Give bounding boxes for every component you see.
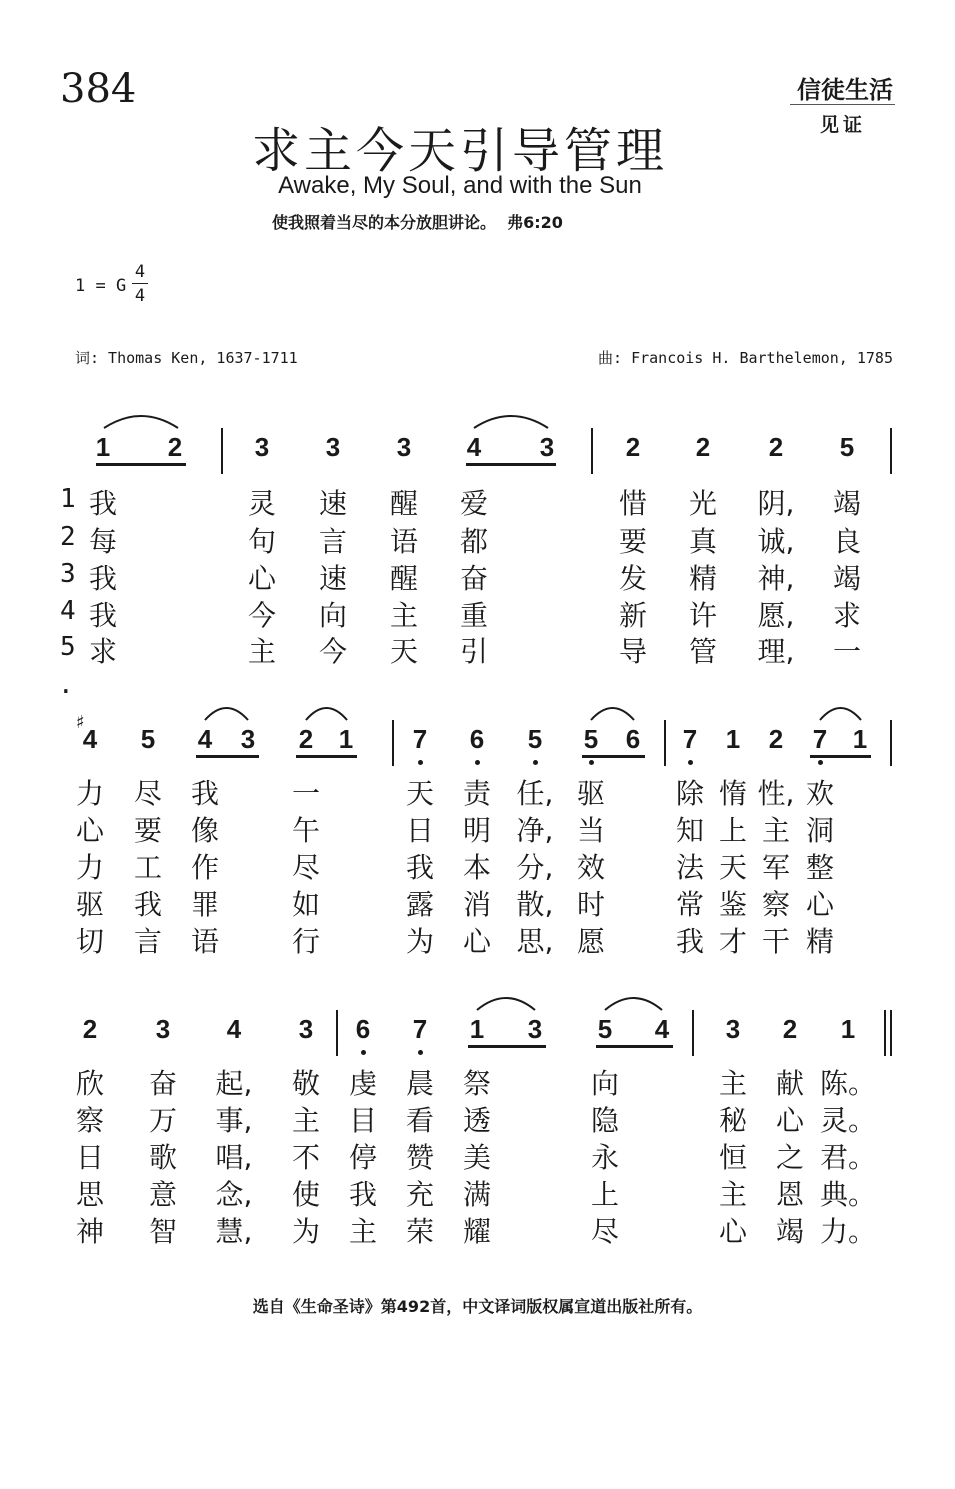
lyric-char: 主 (718, 1067, 748, 1100)
lyric-char: 日 (75, 1141, 105, 1174)
lyric-char: 午 (291, 814, 321, 847)
lyric-char: 驱 (576, 777, 606, 810)
lyric-char: 心 (75, 814, 105, 847)
lyric-char: 诚, (757, 525, 795, 558)
time-signature-top: 4 (132, 262, 148, 284)
lyric-char: 察 (75, 1104, 105, 1137)
lyric-char: 求 (832, 599, 862, 632)
slur (591, 708, 634, 720)
key-signature: 1 = G (75, 276, 127, 296)
lyric-char: 向 (590, 1067, 620, 1100)
note: 1 (469, 1014, 485, 1044)
lyric-char: 虔 (348, 1067, 378, 1100)
note: 4 (82, 724, 98, 754)
lyric-char: 日 (405, 814, 435, 847)
lyric-char: 整 (805, 851, 835, 884)
lyric-char: 晨 (405, 1067, 435, 1100)
lyric-char: 奋 (148, 1067, 178, 1100)
lyric-char: 赞 (405, 1141, 435, 1174)
lyric-char: 许 (688, 599, 718, 632)
lyric-char: 主 (718, 1178, 748, 1211)
lyric-char: 力 (75, 851, 105, 884)
note: 3 (325, 432, 341, 462)
lyric-char: 我 (88, 562, 118, 595)
lyric-char: 陈。 (819, 1067, 877, 1100)
lyric-char: 都 (459, 525, 489, 558)
lyric-char: 我 (88, 599, 118, 632)
lyric-char: 我 (88, 487, 118, 520)
note: 3 (396, 432, 412, 462)
lyric-char: 隐 (590, 1104, 620, 1137)
verse-number: 3 (60, 559, 76, 589)
lyric-char: 天 (389, 635, 419, 668)
lyric-char: 竭 (832, 562, 862, 595)
slur (104, 416, 178, 428)
lyric-char: 竭 (775, 1215, 805, 1248)
lyric-char: 良 (832, 525, 862, 558)
lyric-char: 像 (190, 814, 220, 847)
lyric-char: 知 (675, 814, 705, 847)
lyric-char: 献 (775, 1067, 805, 1100)
lyric-char: 力。 (819, 1215, 877, 1248)
lyric-char: 本 (462, 851, 492, 884)
note: 1 (725, 724, 741, 754)
lyric-char: 心 (462, 925, 492, 958)
lyric-char: 要 (133, 814, 163, 847)
note: 5 (527, 724, 543, 754)
lyric-char: 使 (291, 1178, 321, 1211)
lyric-char: 主 (291, 1104, 321, 1137)
note: 2 (695, 432, 711, 462)
note: 2 (167, 432, 183, 462)
lyric-char: 今 (247, 599, 277, 632)
note: 1 (95, 432, 111, 462)
lyric-char: 阴, (757, 487, 795, 520)
lyric-char: 上 (590, 1178, 620, 1211)
lyricist-credit: 词: Thomas Ken, 1637-1711 (75, 349, 298, 367)
lyric-char: 语 (389, 525, 419, 558)
note: 5 (583, 724, 599, 754)
lyric-char: 美 (462, 1141, 492, 1174)
lyric-char: 奋 (459, 562, 489, 595)
note: 2 (782, 1014, 798, 1044)
note: 1 (840, 1014, 856, 1044)
lyric-char: 天 (718, 851, 748, 884)
note: 6 (469, 724, 485, 754)
lyric-char: 军 (761, 851, 791, 884)
slur (205, 708, 248, 720)
lyric-char: 荣 (405, 1215, 435, 1248)
lyric-char: 责 (462, 777, 492, 810)
time-signature-bottom: 4 (134, 286, 146, 306)
lyric-char: 要 (618, 525, 648, 558)
lyric-char: 常 (675, 888, 705, 921)
lyric-char: 性, (757, 777, 795, 810)
lyric-char: 愿 (576, 925, 606, 958)
lyric-char: 惜 (618, 487, 648, 520)
lyric-char: 恩 (775, 1178, 805, 1211)
lyric-char: 洞 (805, 814, 835, 847)
lyric-char: 鉴 (718, 888, 748, 921)
scripture-reference: 使我照着当尽的本分放胆讲论。 弗6:20 (272, 213, 563, 232)
lyric-char: 意 (148, 1178, 178, 1211)
lyric-char: 心 (775, 1104, 805, 1137)
lyric-char: 透 (462, 1104, 492, 1137)
lyric-char: 上 (718, 814, 748, 847)
lyric-char: 敬 (291, 1067, 321, 1100)
lyric-char: 一 (832, 635, 862, 668)
lyric-char: 看 (405, 1104, 435, 1137)
lyric-char: 发 (618, 562, 648, 595)
note: 7 (812, 724, 828, 754)
lyric-char: 灵。 (819, 1104, 877, 1137)
lyric-char: 充 (405, 1178, 435, 1211)
note: 6 (355, 1014, 371, 1044)
note: 7 (412, 1014, 428, 1044)
lyric-char: 智 (148, 1215, 178, 1248)
lyric-char: 察 (761, 888, 791, 921)
lyric-char: 主 (348, 1215, 378, 1248)
note: 7 (412, 724, 428, 754)
lyric-char: 目 (348, 1104, 378, 1137)
lyric-char: 速 (318, 562, 348, 595)
lyric-char: 不 (291, 1141, 321, 1174)
lyric-char: 罪 (190, 888, 220, 921)
note: 2 (625, 432, 641, 462)
lyric-char: 愿, (757, 599, 795, 632)
lyric-char: 时 (576, 888, 606, 921)
lyric-char: 引 (459, 635, 489, 668)
lyric-char: 新 (618, 599, 648, 632)
slur (605, 998, 662, 1010)
pickup-dot: . (58, 670, 74, 700)
note: 5 (839, 432, 855, 462)
lyric-char: 我 (190, 777, 220, 810)
lyric-char: 速 (318, 487, 348, 520)
lyric-char: 我 (133, 888, 163, 921)
note: 6 (625, 724, 641, 754)
lyric-char: 竭 (832, 487, 862, 520)
lyric-char: 力 (75, 777, 105, 810)
category-label: 信徒生活 (797, 75, 893, 104)
lyric-char: 事, (215, 1104, 253, 1137)
verse-number: 4 (60, 596, 76, 626)
lyric-char: 每 (88, 525, 118, 558)
subcategory-label: 见证 (820, 114, 867, 136)
lyric-char: 我 (405, 851, 435, 884)
hymn-number: 384 (60, 66, 137, 112)
lyric-char: 散, (516, 888, 554, 921)
lyric-char: 醒 (389, 562, 419, 595)
lyric-char: 任, (516, 777, 554, 810)
verse-number: 5 (60, 632, 76, 662)
lyric-char: 言 (133, 925, 163, 958)
hymn-title: 求主今天引导管理 (251, 123, 668, 179)
lyric-char: 干 (761, 925, 791, 958)
lyric-char: 之 (775, 1141, 805, 1174)
slur (306, 708, 347, 720)
lyric-char: 精 (688, 562, 718, 595)
lyric-char: 言 (318, 525, 348, 558)
note: 3 (527, 1014, 543, 1044)
lyric-char: 净, (516, 814, 554, 847)
lyric-char: 当 (576, 814, 606, 847)
lyric-char: 分, (516, 851, 554, 884)
lyric-char: 明 (462, 814, 492, 847)
lyric-char: 心 (718, 1215, 748, 1248)
lyric-char: 思 (75, 1178, 105, 1211)
lyric-char: 我 (675, 925, 705, 958)
lyric-char: 主 (247, 635, 277, 668)
lyric-char: 今 (318, 635, 348, 668)
note: 5 (597, 1014, 613, 1044)
lyric-char: 如 (291, 888, 321, 921)
lyric-char: 行 (291, 925, 321, 958)
lyric-char: 尽 (291, 851, 321, 884)
slur (474, 416, 548, 428)
lyric-char: 句 (247, 525, 277, 558)
note: 4 (226, 1014, 242, 1044)
lyric-char: 停 (348, 1141, 378, 1174)
note: 4 (197, 724, 213, 754)
lyric-char: 精 (805, 925, 835, 958)
lyric-char: 法 (675, 851, 705, 884)
lyric-char: 神, (757, 562, 795, 595)
lyric-char: 君。 (819, 1141, 877, 1174)
verse-number: 2 (60, 522, 76, 552)
lyric-char: 起, (215, 1067, 253, 1100)
lyric-char: 欣 (75, 1067, 105, 1100)
note: 3 (155, 1014, 171, 1044)
lyric-char: 万 (148, 1104, 178, 1137)
composer-credit: 曲: Francois H. Barthelemon, 1785 (598, 349, 893, 367)
lyric-char: 心 (247, 562, 277, 595)
note: 2 (768, 432, 784, 462)
lyric-char: 一 (291, 777, 321, 810)
note: 1 (852, 724, 868, 754)
lyric-char: 欢 (805, 777, 835, 810)
lyric-char: 真 (688, 525, 718, 558)
lyric-char: 主 (389, 599, 419, 632)
note: 5 (140, 724, 156, 754)
note: 1 (338, 724, 354, 754)
lyric-char: 天 (405, 777, 435, 810)
lyric-char: 理, (757, 635, 795, 668)
slur (820, 708, 861, 720)
lyric-char: 消 (462, 888, 492, 921)
lyric-char: 爱 (459, 487, 489, 520)
lyric-char: 念, (215, 1178, 253, 1211)
note: 2 (82, 1014, 98, 1044)
lyric-char: 主 (761, 814, 791, 847)
note: 3 (725, 1014, 741, 1044)
lyric-char: 导 (618, 635, 648, 668)
lyric-char: 思, (516, 925, 554, 958)
lyric-char: 为 (291, 1215, 321, 1248)
lyric-char: 为 (405, 925, 435, 958)
lyric-char: 典。 (819, 1178, 877, 1211)
lyric-char: 除 (675, 777, 705, 810)
lyric-char: 语 (190, 925, 220, 958)
lyric-char: 满 (462, 1178, 492, 1211)
lyric-char: 切 (75, 925, 105, 958)
note: 2 (768, 724, 784, 754)
note: 2 (298, 724, 314, 754)
lyric-char: 作 (190, 851, 220, 884)
lyric-char: 歌 (148, 1141, 178, 1174)
copyright-footer: 选自《生命圣诗》第492首，中文译词版权属宣道出版社所有。 (252, 1297, 703, 1316)
lyric-char: 醒 (389, 487, 419, 520)
lyric-char: 管 (688, 635, 718, 668)
lyric-char: 心 (805, 888, 835, 921)
lyric-char: 尽 (590, 1215, 620, 1248)
lyric-char: 效 (576, 851, 606, 884)
lyric-char: 求 (88, 635, 118, 668)
lyric-char: 永 (590, 1141, 620, 1174)
slur (477, 998, 535, 1010)
note: 3 (298, 1014, 314, 1044)
lyric-char: 慧, (215, 1215, 253, 1248)
lyric-char: 祭 (462, 1067, 492, 1100)
lyric-char: 耀 (462, 1215, 492, 1248)
lyric-char: 露 (405, 888, 435, 921)
lyric-char: 才 (718, 925, 748, 958)
note: 3 (539, 432, 555, 462)
lyric-char: 向 (318, 599, 348, 632)
lyric-char: 神 (75, 1215, 105, 1248)
lyric-char: 秘 (718, 1104, 748, 1137)
lyric-char: 重 (459, 599, 489, 632)
english-title: Awake, My Soul, and with the Sun (278, 172, 642, 199)
lyric-char: 我 (348, 1178, 378, 1211)
note: 7 (682, 724, 698, 754)
verse-number: 1 (60, 484, 76, 514)
lyric-char: 惰 (718, 777, 748, 810)
lyric-char: 工 (133, 851, 163, 884)
note: 4 (654, 1014, 670, 1044)
lyric-char: 光 (688, 487, 718, 520)
lyric-char: 尽 (133, 777, 163, 810)
note: 3 (254, 432, 270, 462)
lyric-char: 驱 (75, 888, 105, 921)
note: 4 (466, 432, 482, 462)
sharp-sign: ♯ (76, 712, 85, 733)
note: 3 (240, 724, 256, 754)
lyric-char: 恒 (718, 1141, 748, 1174)
lyric-char: 唱, (215, 1141, 253, 1174)
lyric-char: 灵 (247, 487, 277, 520)
